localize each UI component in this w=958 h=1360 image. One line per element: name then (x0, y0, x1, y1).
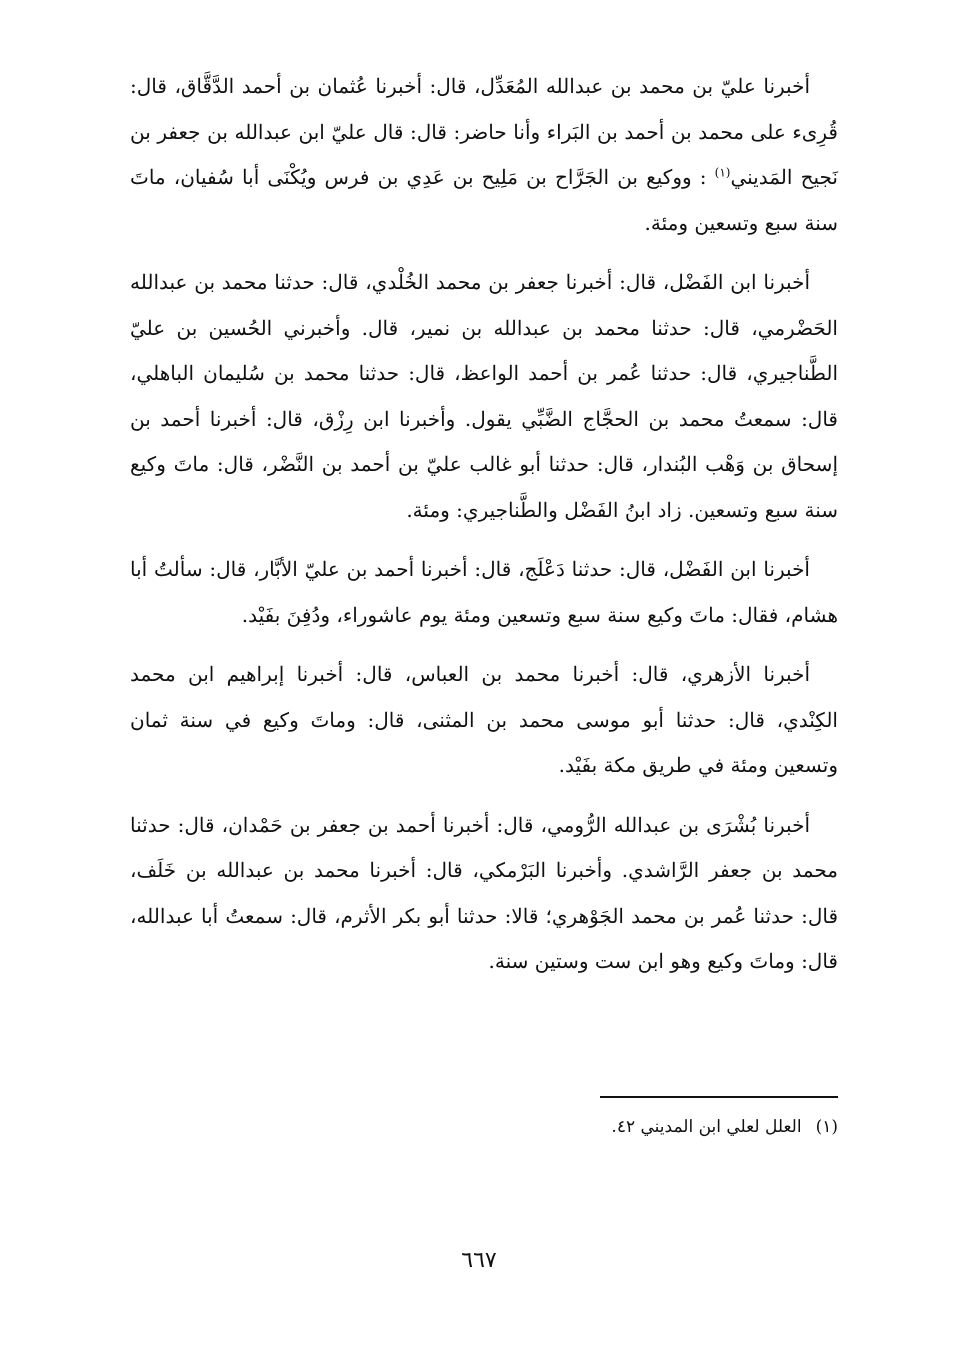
paragraph-1: أخبرنا عليّ بن محمد بن عبدالله المُعَدِّل، قال: أخبرنا عُثمان بن أحمد الدَّقَّاق، قال: قُرِىء على محمد بن أحمد بن البَراء وأنا حاضر: قال: قال عليّ ابن عبدالله بن جعفر بن نَجيح المَديني$^{(١)}$ : ووكيع بن الجَرَّاح بن مَلِيح بن عَدِي بن فرس ويُكْنَى أبا سُفيان، ماتَ سنة سبع وتسعين ومئة. (130, 74, 839, 235)
page-number: ٦٦٧ (461, 1248, 497, 1273)
paragraph-2: أخبرنا ابن الفَضْل، قال: أخبرنا جعفر بن محمد الخُلْدي، قال: حدثنا محمد بن عبدالله الحَضْرمي، قال: حدثنا محمد بن عبدالله بن نمير، قال. وأخبرني الحُسين بن عليّ الطَّناجيري، قال: حدثنا عُمر بن أحمد الواعظ، قال: حدثنا محمد بن سُليمان الباهلي، قال: سمعتُ محمد بن الحجَّاج الضَّبِّي يقول. وأخبرنا ابن رِزْق، قال: أخبرنا أحمد بن إسحاق بن وَهْب البُندار، قال: حدثنا أبو غالب عليّ بن أحمد بن النَّضْر، قال: ماتَ وكيع سنة سبع وتسعين. زاد ابنُ الفَضْل والطَّناجيري: ومئة. (130, 270, 838, 522)
footnote-number: (١) (815, 1117, 838, 1137)
main-text (130, 64, 838, 999)
paragraph-4: أخبرنا الأزهري، قال: أخبرنا محمد بن العباس، قال: أخبرنا إبراهيم ابن محمد الكِنْدي، قال: حدثنا أبو موسى محمد بن المثنى، قال: وماتَ وكيع في سنة ثمان وتسعين ومئة في طريق مكة بفَيْد. (130, 662, 838, 777)
footnote-reference[interactable]: (١) (714, 165, 731, 180)
paragraph-5: أخبرنا بُشْرَى بن عبدالله الرُّومي، قال: أخبرنا أحمد بن جعفر بن حَمْدان، قال: حدثنا محمد بن جعفر الرَّاشدي. وأخبرنا البَرْمكي، قال: أخبرنا محمد بن عبدالله بن خَلَف، قال: حدثنا عُمر بن محمد الجَوْهري؛ قالا: حدثنا أبو بكر الأثرم، قال: سمعتُ أبا عبدالله، قال: وماتَ وكيع وهو ابن ست وستين سنة. (130, 812, 838, 973)
footnote-text: العلل لعلي ابن المديني ٤٢. (611, 1117, 802, 1137)
footnote (400, 1114, 838, 1140)
paragraph-3: أخبرنا ابن الفَضْل، قال: حدثنا دَعْلَج، قال: أخبرنا أحمد بن عليّ الأبَّار، قال: سألتُ أبا هشام، فقال: ماتَ وكيع سنة سبع وتسعين ومئة يوم عاشوراء، ودُفِنَ بفَيْد. (130, 557, 838, 627)
footnote-divider (600, 1096, 838, 1098)
